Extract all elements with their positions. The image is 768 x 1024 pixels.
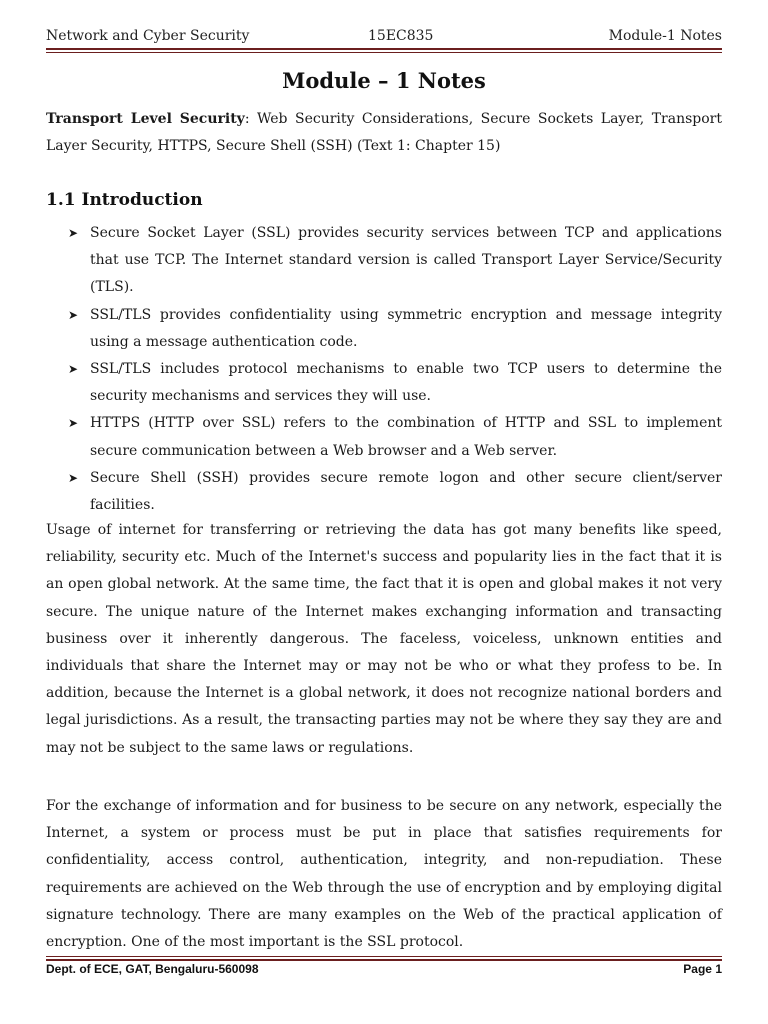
- arrow-bullet-icon: ➤: [68, 226, 79, 240]
- list-item-text: Secure Socket Layer (SSL) provides security services between TCP and applications that use TCP. The Internet standard version is called Transport Layer Service/Security (TLS).: [90, 225, 722, 296]
- list-item: [46, 302, 722, 356]
- arrow-bullet-icon: ➤: [68, 307, 79, 322]
- body-paragraph: For the exchange of information and for business to be secure on any network, especially the Internet, a system or process must be put in place that satisfies requirements for confidentiality, access control, authentication, integrity, and non-repudiation. These requirements are achieved on the Web through the use of encryption and by employing digital signature technology. There are many examples on the Web of the practical application of encryption. One of the most important is the SSL protocol.: [46, 798, 722, 951]
- list-item-text: Secure Shell (SSH) provides secure remote logon and other secure client/server facilities.: [90, 469, 722, 514]
- page-footer: [46, 962, 722, 980]
- list-item-text: SSL/TLS provides confidentiality using symmetric encryption and message integrity using a message authentication code.: [90, 306, 722, 350]
- body-paragraph: Usage of internet for transferring or retrieving the data has got many benefits like speed, reliability, security etc. Much of the Internet's success and popularity lies in the fact that it is an open global network. At the same time, the fact that it is open and global makes it not very secure. The unique nature of the Internet makes exchanging information and transacting business over it inherently dangerous. The faceless, voiceless, unknown entities and individuals that share the Internet may or may not be who or what they profess to be. In addition, because the Internet is a global network, it does not recognize national borders and legal jurisdictions. As a result, the transacting parties may not be where they say they are and may not be subject to the same laws or regulations.: [46, 522, 722, 756]
- intro-text: : Web Security Considerations, Secure Sockets Layer, Transport Layer Security, HTTPS, Secure Shell (SSH) (Text 1: Chapter 15): [46, 111, 722, 155]
- bullet-list: [46, 220, 722, 519]
- header-course-code: 15EC835: [368, 28, 434, 44]
- arrow-bullet-icon: ➤: [68, 470, 79, 485]
- intro-paragraph: [46, 106, 722, 160]
- arrow-bullet-icon: ➤: [68, 416, 79, 431]
- section-heading: 1.1 Introduction: [46, 190, 203, 210]
- list-item-text: HTTPS (HTTP over SSL) refers to the combination of HTTP and SSL to implement secure communication between a Web browser and a Web server.: [90, 415, 722, 459]
- intro-bold-lead: Transport Level Security: [46, 111, 245, 127]
- header-course-title: Network and Cyber Security: [46, 28, 250, 44]
- footer-department: Dept. of ECE, GAT, Bengaluru-560098: [46, 962, 259, 976]
- list-item-text: SSL/TLS includes protocol mechanisms to enable two TCP users to determine the security mechanisms and services they will use.: [90, 361, 722, 405]
- footer-page-number: Page 1: [683, 962, 722, 976]
- page-title: Module – 1 Notes: [282, 68, 486, 93]
- arrow-bullet-icon: ➤: [68, 362, 79, 377]
- list-item: [46, 410, 722, 464]
- list-item: [46, 220, 722, 302]
- running-header: [46, 28, 722, 48]
- list-item: [46, 356, 722, 410]
- header-rule: [46, 48, 722, 53]
- header-module-label: Module-1 Notes: [608, 28, 722, 44]
- list-item: [46, 465, 722, 519]
- footer-rule: [46, 956, 722, 961]
